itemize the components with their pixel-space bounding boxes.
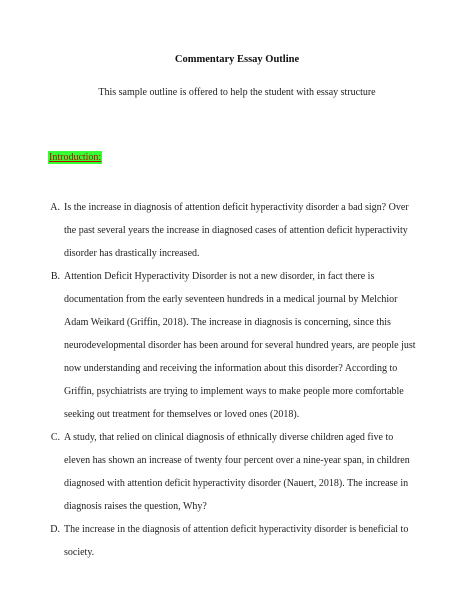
outline-marker: C.	[50, 432, 60, 443]
outline-item-a	[50, 196, 416, 265]
outline-item-text: Attention Deficit Hyperactivity Disorder is not a new disorder, in fact there is documentation from the early seventeen hundreds in a medical journal by Melchior Adam Weikard (Griffin, 2018). The increase in diagnosis is concerning, since this neurodevelopmental disorder has been around for several hundred years, are people just now understanding and receiving the information about this disorder? According to Griffin, psychiatrists are trying to implement ways to make people more comfortable seeking out treatment for themselves or loved ones (2018).	[64, 271, 416, 420]
document-title: Commentary Essay Outline	[174, 54, 300, 65]
outline-marker: A.	[50, 202, 60, 213]
outline-item-text: The increase in the diagnosis of attention deficit hyperactivity disorder is beneficial to society.	[64, 524, 409, 558]
outline-item-text: Is the increase in diagnosis of attention deficit hyperactivity disorder a bad sign? Over the past several years the increase in diagnosed cases of attention deficit hyperactivity disorder has drastically increased.	[64, 202, 409, 259]
outline-item-d	[50, 518, 416, 564]
outline-item-text: A study, that relied on clinical diagnosis of ethnically diverse children aged five to eleven has shown an increase of twenty four percent over a nine-year span, in children diagnosed with attention deficit hyperactivity disorder (Nauert, 2018). The increase in diagnosis raises the question, Why?	[64, 432, 410, 512]
outline-marker: D.	[50, 524, 60, 535]
section-heading-introduction: Introduction:	[49, 152, 102, 163]
outline-marker: B.	[50, 271, 60, 282]
outline-item-b	[50, 265, 416, 426]
outline-item-c	[50, 426, 416, 518]
intro-sentence: This sample outline is offered to help the student with essay structure	[98, 87, 376, 98]
